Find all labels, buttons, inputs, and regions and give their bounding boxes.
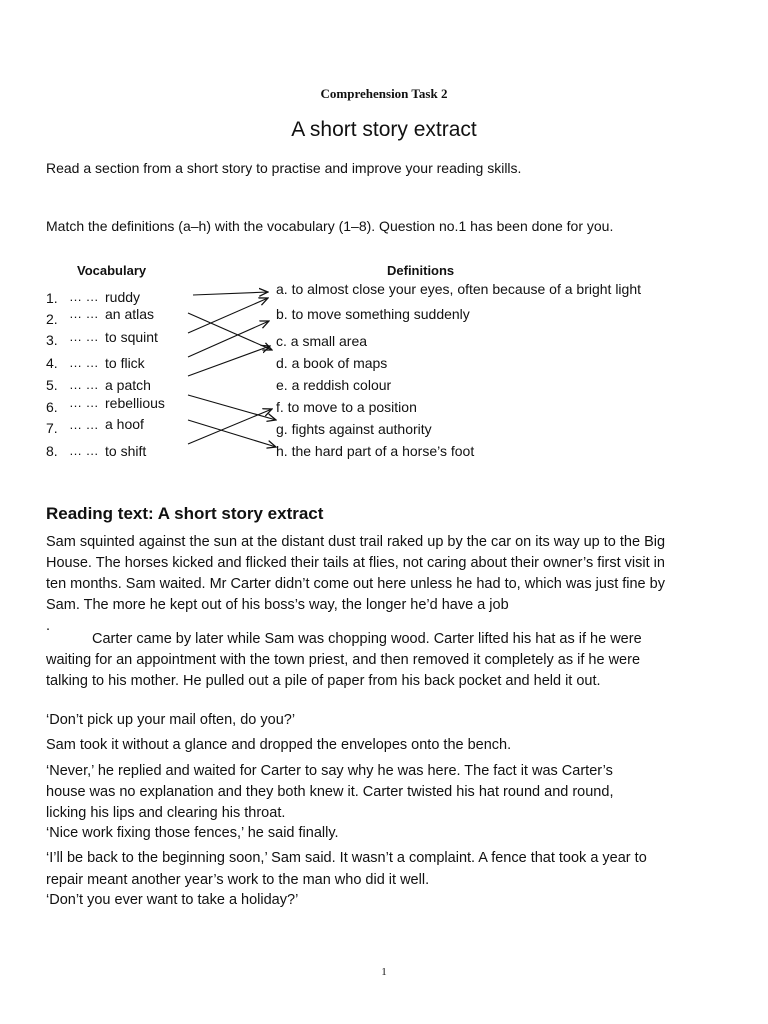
definition-text: to move to a position — [287, 399, 417, 415]
vocab-number: 7. — [46, 420, 58, 436]
task-label: Comprehension Task 2 — [320, 86, 448, 101]
text-line: ten months. Sam waited. Mr Carter didn’t come out here unless he had to, which was just fine by — [46, 576, 665, 592]
text-line: repair meant another year’s work to the man who did it well. — [46, 872, 430, 888]
match-arrow-6-g — [188, 395, 276, 420]
match-arrow-5-c — [188, 346, 270, 376]
definition-text: to almost close your eyes, often because of a bright light — [291, 281, 641, 297]
definition-letter: f. — [276, 399, 284, 415]
match-arrow-2-d — [188, 313, 272, 350]
text-line: Carter came by later while Sam was chopping wood. Carter lifted his hat as if he were — [92, 631, 642, 647]
vocab-number: 8. — [46, 443, 58, 459]
answer-blank: … … — [69, 306, 99, 321]
definition-text: a book of maps — [291, 355, 388, 371]
match-arrow-3-a — [188, 298, 268, 333]
text-line: House. The horses kicked and flicked their tails at flies, not caring about their owner’s first visit in — [46, 555, 665, 571]
definition-letter: d. — [276, 355, 288, 371]
vocab-word: a hoof — [105, 416, 144, 432]
text-line: waiting for an appointment with the town priest, and then removed it completely as if he were — [46, 652, 641, 668]
text-line: Sam. The more he kept out of his boss’s way, the longer he’d have a job — [46, 597, 509, 613]
text-line: ‘I’ll be back to the beginning soon,’ Sam said. It wasn’t a complaint. A fence that took a year to — [46, 850, 647, 866]
vocab-word: a patch — [105, 377, 151, 393]
definition-text: fights against authority — [291, 421, 432, 437]
instruction-text: Match the definitions (a–h) with the vocabulary (1–8). Question no.1 has been done for you. — [46, 218, 614, 234]
reading-paragraph-1 — [46, 532, 712, 637]
definitions-header: Definitions — [387, 263, 455, 278]
vocab-number: 3. — [46, 332, 58, 348]
vocab-number: 6. — [46, 399, 58, 415]
page-title: A short story extract — [291, 118, 477, 141]
reading-heading: Reading text: A short story extract — [46, 504, 324, 523]
stray-period: . — [46, 618, 51, 634]
definition-letter: b. — [276, 306, 288, 322]
vocab-number: 1. — [46, 290, 58, 306]
match-arrow-4-b — [188, 321, 269, 357]
answer-blank: … … — [69, 289, 99, 304]
text-line: Sam squinted against the sun at the distant dust trail raked up by the car on its way up to the Big — [46, 534, 666, 550]
definition-letter: c. — [276, 333, 287, 349]
answer-blank: … … — [69, 443, 99, 458]
vocab-word: an atlas — [105, 306, 155, 322]
answer-blank: … … — [69, 329, 99, 344]
text-line: licking his lips and clearing his throat. — [46, 805, 286, 821]
text-line: talking to his mother. He pulled out a pile of paper from his back pocket and held it out. — [46, 673, 601, 689]
page-number: 1 — [381, 966, 387, 978]
dialogue-mail: ‘Don’t pick up your mail often, do you?’ — [46, 712, 296, 728]
text-line: ‘Never,’ he replied and waited for Carter to say why he was here. The fact it was Carter’s — [46, 763, 613, 779]
vocabulary-header: Vocabulary — [77, 263, 147, 278]
definition-text: a reddish colour — [291, 377, 392, 393]
match-arrow-1-e — [193, 292, 268, 295]
dialogue-fences: ‘Nice work fixing those fences,’ he said finally. — [46, 825, 339, 841]
vocab-word: to squint — [105, 329, 158, 345]
narration-glance: Sam took it without a glance and dropped the envelopes onto the bench. — [46, 737, 512, 753]
definition-letter: e. — [276, 377, 288, 393]
matching-arrows — [0, 0, 768, 480]
answer-blank: … … — [69, 355, 99, 370]
text-line: house was no explanation and they both knew it. Carter twisted his hat round and round, — [46, 784, 614, 800]
vocab-word: to shift — [105, 443, 147, 459]
definition-text: to move something suddenly — [291, 306, 470, 322]
definition-letter: h. — [276, 443, 288, 459]
dialogue-holiday: ‘Don’t you ever want to take a holiday?’ — [46, 892, 299, 908]
reading-paragraph-2 — [46, 629, 712, 692]
definition-letter: a. — [276, 281, 288, 297]
intro-text: Read a section from a short story to practise and improve your reading skills. — [46, 160, 522, 176]
vocab-word: rebellious — [105, 395, 165, 411]
definition-letter: g. — [276, 421, 288, 437]
match-arrow-8-f — [188, 409, 272, 444]
reading-paragraph-never — [46, 761, 712, 824]
vocab-word: ruddy — [105, 289, 141, 305]
definition-text: the hard part of a horse’s foot — [291, 443, 475, 459]
match-arrow-7-h — [188, 420, 276, 447]
reading-paragraph-back — [46, 847, 712, 891]
definition-text: a small area — [290, 333, 368, 349]
vocab-number: 4. — [46, 355, 58, 371]
vocab-number: 5. — [46, 377, 58, 393]
answer-blank: … … — [69, 377, 99, 392]
answer-blank: … … — [69, 417, 99, 432]
vocab-word: to flick — [105, 355, 145, 371]
vocab-number: 2. — [46, 311, 58, 327]
answer-blank: … … — [69, 395, 99, 410]
